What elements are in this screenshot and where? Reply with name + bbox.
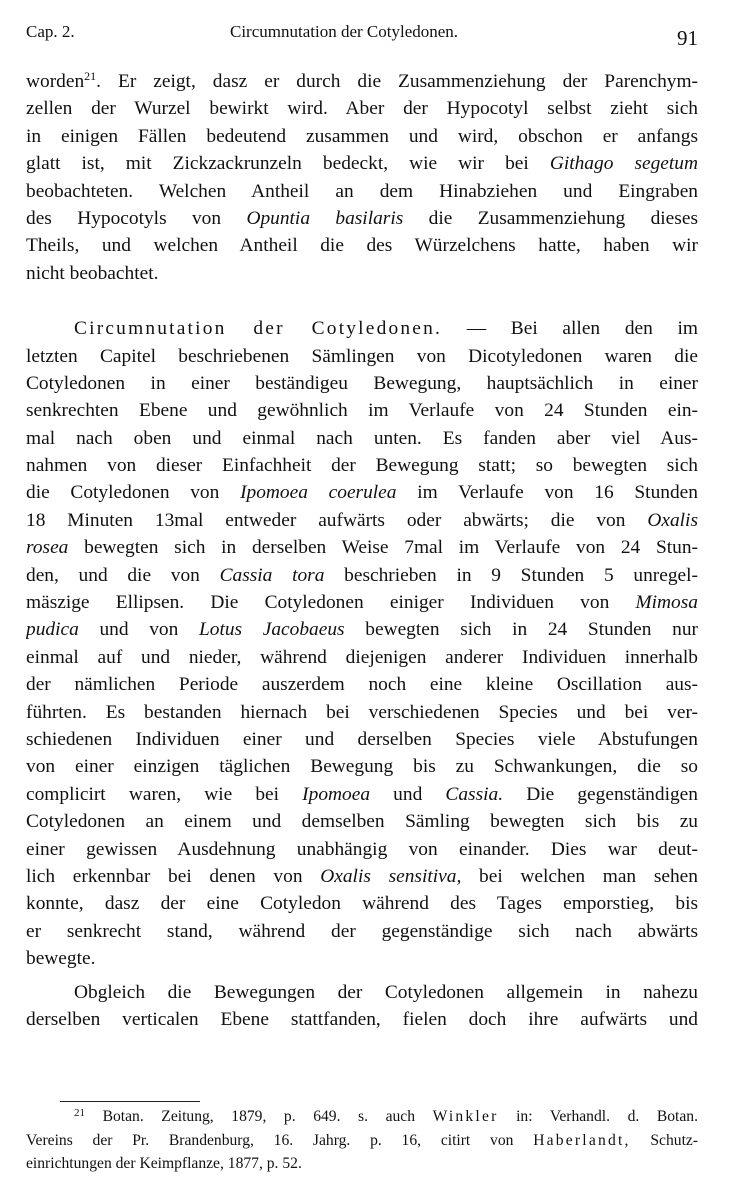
paragraph-3 [26, 979, 698, 1034]
text-line: konnte, dasz der eine Cotyledon während des Tages emporstieg, bis [26, 893, 698, 915]
text-run: die Cotyledonen von [26, 482, 220, 504]
text-line: einmal auf und nieder, während diejenigen anderer Individuen innerhalb [26, 646, 698, 668]
text-line [26, 589, 698, 616]
text-run: bewegten sich in derselben Weise 7mal im Verlaufe von 24 Stun- [84, 537, 698, 559]
author-name: Haberlandt, [533, 1131, 631, 1149]
footnote [26, 1105, 698, 1176]
text-line: von einer einzigen täglichen Bewegung bis zu Schwankungen, die so [26, 756, 698, 778]
text-line: Obgleich die Bewegungen der Cotyledonen allgemein in nahezu [74, 981, 698, 1003]
text-line: einer gewissen Ausdehnung unabhängig von einander. Dies war deut- [26, 838, 698, 860]
paragraph-2 [26, 315, 698, 972]
text-run: die Zusammenziehung dieses [428, 207, 698, 229]
book-page [26, 0, 698, 1200]
species-name: Mimosa [635, 592, 698, 614]
text-line: er senkrecht stand, während der gegenständige sich nach abwärts [26, 920, 698, 942]
chapter-label: Cap. 2. [26, 22, 75, 41]
text-run: 18 Minuten 13mal entweder aufwärts oder abwärts; die von [26, 509, 626, 531]
body-text [26, 68, 698, 1033]
text-line: nahmen von dieser Einfachheit der Bewegung statt; so bewegten sich [26, 455, 698, 477]
text-run: den, und die von [26, 564, 200, 586]
text-run: des Hypocotyls von [26, 207, 222, 229]
text-line: Cotyledonen an einem und demselben Sämling bewegten sich bis zu [26, 811, 698, 833]
text-run: Vereins der Pr. Brandenburg, 16. Jahrg. p. 16, citirt von [26, 1131, 514, 1149]
text-run: Botan. Zeitung, 1879, p. 649. s. auch [102, 1108, 416, 1125]
text-line: senkrechten Ebene und gewöhnlich im Verlaufe von 24 Stunden ein- [26, 400, 698, 422]
text-run: und [393, 783, 423, 805]
text-line: zellen der Wurzel bewirkt wird. Aber der Hypocotyl selbst zieht sich [26, 98, 698, 120]
text-run: — Bei allen den im [466, 318, 698, 340]
text-run: bei welchen man sehen [479, 865, 698, 887]
author-name: Winkler [432, 1108, 499, 1125]
species-name: rosea [26, 537, 69, 559]
text-line: führten. Es bestanden hiernach bei verschiedenen Species und bei ver- [26, 701, 698, 723]
species-name: Opuntia basilaris [246, 207, 404, 229]
text-line: nicht beobachtet. [26, 262, 159, 284]
text-line [26, 781, 698, 808]
running-title: Circumnutation der Cotyledonen. [230, 22, 459, 41]
text-line: bewegte. [26, 948, 96, 970]
text-line [26, 150, 698, 177]
footnote-rule [60, 1101, 200, 1102]
text-run: lich erkennbar bei denen von [26, 865, 303, 887]
species-name: Lotus Jacobaeus [198, 619, 345, 641]
text-line [26, 68, 698, 95]
text-line [26, 315, 698, 342]
text-line: schiedenen Individuen einer und derselben Species viele Abstufungen [26, 728, 698, 750]
text-run: in: Verhandl. d. Botan. [516, 1108, 698, 1125]
text-run: beschrieben in 9 Stunden 5 unregel- [344, 564, 698, 586]
text-line: beobachteten. Welchen Antheil an dem Hinabziehen und Eingraben [26, 180, 698, 202]
text-run: Die gegenständigen [526, 783, 698, 805]
footnote-marker: 21 [84, 69, 97, 83]
text-run: mäszige Ellipsen. Die Cotyledonen einiger Individuen von [26, 592, 610, 614]
species-name: Githago segetum [549, 153, 698, 175]
text-run: complicirt waren, wie bei [26, 783, 280, 805]
text-run: und von [99, 619, 179, 641]
species-name: Oxalis [647, 509, 698, 531]
text-line [26, 562, 698, 589]
species-name: Ipomoea coerulea [240, 482, 397, 504]
text-line [26, 863, 698, 890]
species-name: Oxalis sensitiva, [320, 865, 462, 887]
text-line [26, 534, 698, 561]
text-line: der nämlichen Periode auszerdem noch eine kleine Oscillation aus- [26, 674, 698, 696]
text-run: glatt ist, mit Zickzackrunzeln bedeckt, wie wir bei [26, 153, 529, 175]
text-line: derselben verticalen Ebene stattfanden, fielen doch ihre aufwärts und [26, 1008, 698, 1030]
text-run: im Verlaufe von 16 Stunden [417, 482, 698, 504]
section-heading: Circumnutation der Cotyledonen. [74, 318, 443, 340]
text-run: bewegten sich in 24 Stunden nur [365, 619, 698, 641]
paragraph-1 [26, 68, 698, 287]
footnote-line [26, 1129, 698, 1153]
text-line: Theils, und welchen Antheil die des Würzelchens hatte, haben wir [26, 235, 698, 257]
species-name: pudica [26, 619, 79, 641]
text-line: letzten Capitel beschriebenen Sämlingen von Dicotyledonen waren die [26, 345, 698, 367]
species-name: Ipomoea [302, 783, 371, 805]
text-line [26, 616, 698, 643]
footnote-line: einrichtungen der Keimpflanze, 1877, p. 52. [26, 1155, 302, 1172]
text-run: worden [26, 71, 85, 92]
species-name: Cassia. [445, 783, 504, 805]
text-run: Schutz- [650, 1131, 698, 1149]
species-name: Cassia tora [219, 564, 325, 586]
footnote-number: 21 [74, 1107, 85, 1119]
page-number: 91 [677, 26, 698, 50]
footnote-line [26, 1105, 698, 1129]
text-line: mal nach oben und einmal nach unten. Es fanden aber viel Aus- [26, 427, 698, 449]
paragraph-gap [26, 287, 698, 315]
text-line [26, 507, 698, 534]
running-header [26, 22, 698, 52]
text-line [26, 205, 698, 232]
text-run: . Er zeigt, dasz er durch die Zusammenziehung der Parenchym- [96, 71, 698, 92]
text-line: in einigen Fällen bedeutend zusammen und wird, obschon er anfangs [26, 125, 698, 147]
text-line: Cotyledonen in einer beständigeu Bewegung, hauptsächlich in einer [26, 372, 698, 394]
text-line [26, 479, 698, 506]
